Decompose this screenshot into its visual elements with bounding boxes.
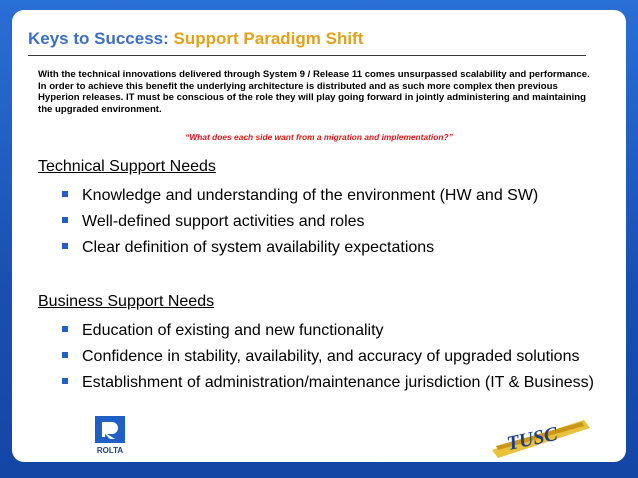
business-support-heading: Business Support Needs xyxy=(38,293,215,310)
slide-title xyxy=(28,29,363,49)
slide-canvas xyxy=(12,10,626,462)
rolta-logo xyxy=(94,415,126,455)
intro-question: “What does each side want from a migration and implementation?” xyxy=(185,132,453,142)
bullet-square-icon xyxy=(62,352,68,358)
intro-paragraph: With the technical innovations delivered through System 9 / Release 11 comes unsurpassed scalability and performance. In order to achieve this benefit the underlying architecture is distributed and as such more complex then previous Hyperion releases. IT must be conscious of the role they will play going forward in jointly administering and maintaining the upgraded environment. xyxy=(38,69,590,115)
rolta-logo-text: ROLTA xyxy=(96,446,124,455)
bullet-text: Well-defined support activities and roles xyxy=(82,213,365,230)
technical-bullet-2 xyxy=(62,213,365,231)
business-bullet-1 xyxy=(62,322,384,340)
technical-bullet-1 xyxy=(62,187,538,205)
bullet-square-icon xyxy=(62,191,68,197)
bullet-square-icon xyxy=(62,243,68,249)
bullet-text: Knowledge and understanding of the environment (HW and SW) xyxy=(82,187,539,204)
tusc-logo xyxy=(486,414,596,458)
business-bullet-3 xyxy=(62,374,594,392)
tusc-logo-text: TUSC xyxy=(504,422,560,456)
bullet-square-icon xyxy=(62,217,68,223)
bullet-square-icon xyxy=(62,326,68,332)
bullet-text: Establishment of administration/maintenance jurisdiction (IT & Business) xyxy=(82,374,594,391)
bullet-square-icon xyxy=(62,378,68,384)
bullet-text: Education of existing and new functionality xyxy=(82,322,384,339)
technical-bullet-3 xyxy=(62,239,434,257)
business-bullet-2 xyxy=(62,348,579,366)
technical-support-heading: Technical Support Needs xyxy=(38,158,216,175)
bullet-text: Confidence in stability, availability, and accuracy of upgraded solutions xyxy=(82,348,580,365)
bullet-text: Clear definition of system availability expectations xyxy=(82,239,435,256)
title-prefix: Keys to Success: xyxy=(28,29,169,48)
title-topic: Support Paradigm Shift xyxy=(173,29,364,48)
title-divider xyxy=(28,55,586,56)
